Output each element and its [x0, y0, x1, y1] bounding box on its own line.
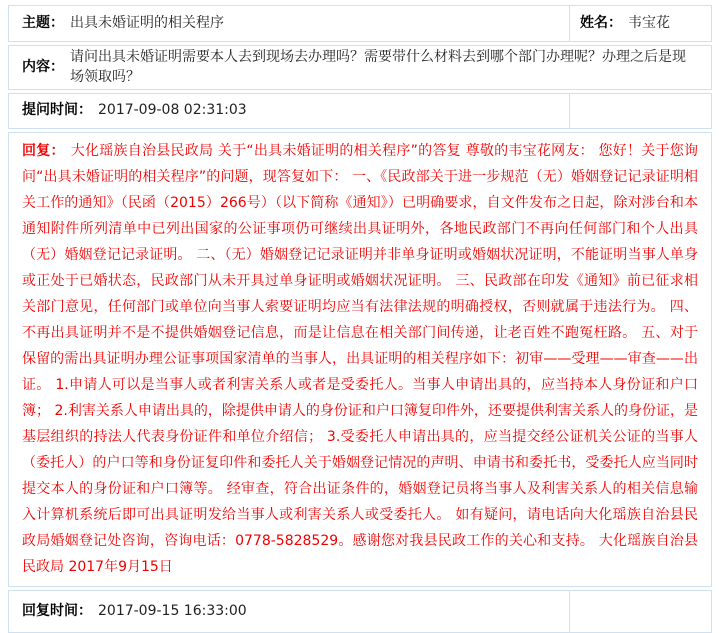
- ask-time-cell: [9, 94, 569, 128]
- reply-time-value: 2017-09-15 16:33:00: [98, 602, 247, 619]
- subject-label: 主题：: [22, 14, 64, 31]
- reply-time-cell: [9, 591, 569, 632]
- subject-value: 出具未婚证明的相关程序: [70, 14, 224, 31]
- reply-label: 回复：: [22, 143, 65, 159]
- content-value: 请问出具未婚证明需要本人去到现场去办理吗？需要带什么材料去到哪个部门办理呢？办理之后是现场领取吗？: [70, 48, 686, 85]
- ask-time-empty-cell: [569, 94, 711, 128]
- content-label: 内容：: [22, 58, 64, 75]
- ask-time-value: 2017-09-08 02:31:03: [98, 102, 247, 119]
- reply-time-empty-cell: [569, 591, 711, 632]
- reply-cell: [9, 133, 711, 586]
- ask-time-row: [8, 93, 712, 129]
- subject-cell: [9, 6, 569, 41]
- reply-time-row: [8, 590, 712, 633]
- reply-text: 大化瑶族自治县民政局 关于“出具未婚证明的相关程序”的答复 尊敬的韦宝花网友： 您好！关于您询问“出具未婚证明的相关程序”的问题，现答复如下： 一、《民政部关于进一步规范（无）婚姻登记记录证明相关工作的通知》（民函（2015）266号）（以下简称《通知》）已明确要求，自文件发布之日起，除对涉台和本通知附件所列清单中已列出国家的公证事项仍可继续出具证明外，各地民政部门不再向任何部门和个人出具（无）婚姻登记记录证明。 二、（无）婚姻登记记录证明并非单身证明或婚姻状况证明，不能证明当事人单身或正处于已婚状态，民政部门从未开具过单身证明或婚姻状况证明。 三、民政部在印发《通知》前已征求相关部门意见，任何部门或单位向当事人索要证明均应当有法律法规的明确授权，否则就属于违法行为。 四、不再出具证明并不是不提供婚姻登记信息，而是让信息在相关部门间传递，让老百姓不跑冤枉路。 五、对于保留的需出具证明办理公证事项国家清单的当事人，出具证明的相关程序如下：初审——受理——审查——出证。 1.申请人可以是当事人或者利害关系人或者是受委托人。当事人申请出具的，应当持本人身份证和户口簿； 2.利害关系人申请出具的，除提供申请人的身份证和户口簿复印件外，还要提供利害关系人的身份证，是基层组织的持法人代表身份证件和单位介绍信； 3.受委托人申请出具的，应当提交经公证机关公证的当事人（委托人）的户口等和身份证复印件和委托人关于婚姻登记情况的声明、申请书和委托书，受委托人应当同时提交本人的身份证和户口簿等。 经审查，符合出证条件的，婚姻登记员将当事人及利害关系人的相关信息输入计算机系统后即可出具证明发给当事人或利害关系人或受委托人。 如有疑问，请电话向大化瑶族自治县民政局婚姻登记处咨询，咨询电话：0778-5828529。感谢您对我县民政工作的关心和支持。 大化瑶族自治县民政局 2017年9月15日: [22, 143, 699, 575]
- qa-detail-table: [8, 5, 712, 633]
- ask-time-label: 提问时间：: [22, 102, 92, 119]
- name-value: 韦宝花: [628, 14, 670, 31]
- reply-time-label: 回复时间：: [22, 602, 92, 619]
- name-label: 姓名：: [580, 14, 622, 31]
- content-row: [8, 45, 712, 90]
- name-cell: [569, 6, 711, 41]
- content-cell: [9, 46, 711, 89]
- reply-row: [8, 132, 712, 587]
- subject-row: [8, 5, 712, 42]
